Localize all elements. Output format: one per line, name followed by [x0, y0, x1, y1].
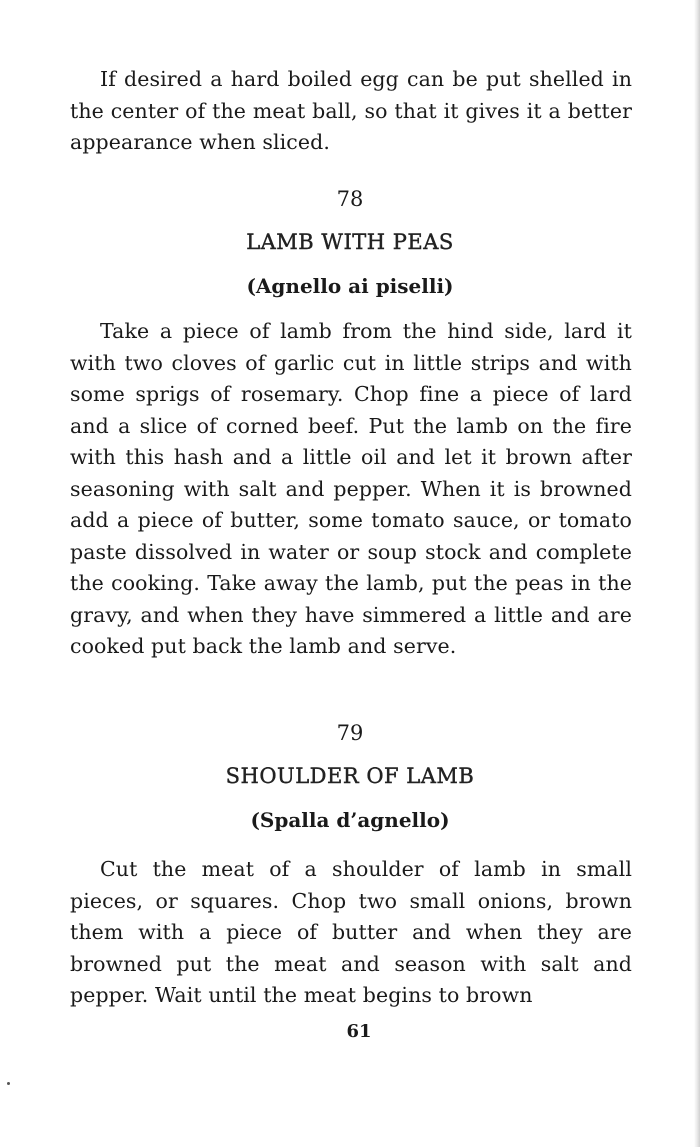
intro-paragraph: If desired a hard boiled egg can be put shelled in the center of the meat ball, so that it gives it a better appearance when sliced. — [70, 67, 632, 154]
recipe-title-lamb-with-peas: LAMB WITH PEAS — [246, 230, 454, 254]
intro-paragraph-block — [70, 64, 632, 159]
recipe-78-body: Take a piece of lamb from the hind side, lard it with two cloves of garlic cut in little strips and with some sprigs of rosemary. Chop fine a piece of lard and a slice of corned beef. Put the lamb on the fire with this hash and a little oil and let it brown after seasoning with salt and pepper. When it is browned add a piece of butter, some tomato sauce, or tomato paste dissolved in water or soup stock and complete the cooking. Take away the lamb, put the peas in the gravy, and when they have simmered a little and are cooked put back the lamb and serve. — [70, 319, 632, 658]
recipe-subtitle-spalla-dagnello: (Spalla d’agnello) — [250, 808, 450, 832]
recipe-79-body-block — [70, 854, 632, 1012]
recipe-subtitle-agnello-ai-piselli: (Agnello ai piselli) — [246, 274, 454, 298]
recipe-title-shoulder-of-lamb: SHOULDER OF LAMB — [225, 764, 475, 788]
page-edge-shadow — [694, 0, 700, 1147]
recipe-number-78: 78 — [336, 187, 364, 211]
paper-speck — [7, 1082, 10, 1085]
recipe-79-body: Cut the meat of a shoulder of lamb in small pieces, or squares. Chop two small onions, brown them with a piece of butter and when they are browned put the meat and season with salt and pepper. Wait until the meat begins to brown — [70, 857, 632, 1007]
recipe-number-79: 79 — [336, 721, 364, 745]
recipe-78-body-block — [70, 316, 632, 663]
page-number: 61 — [346, 1021, 372, 1042]
